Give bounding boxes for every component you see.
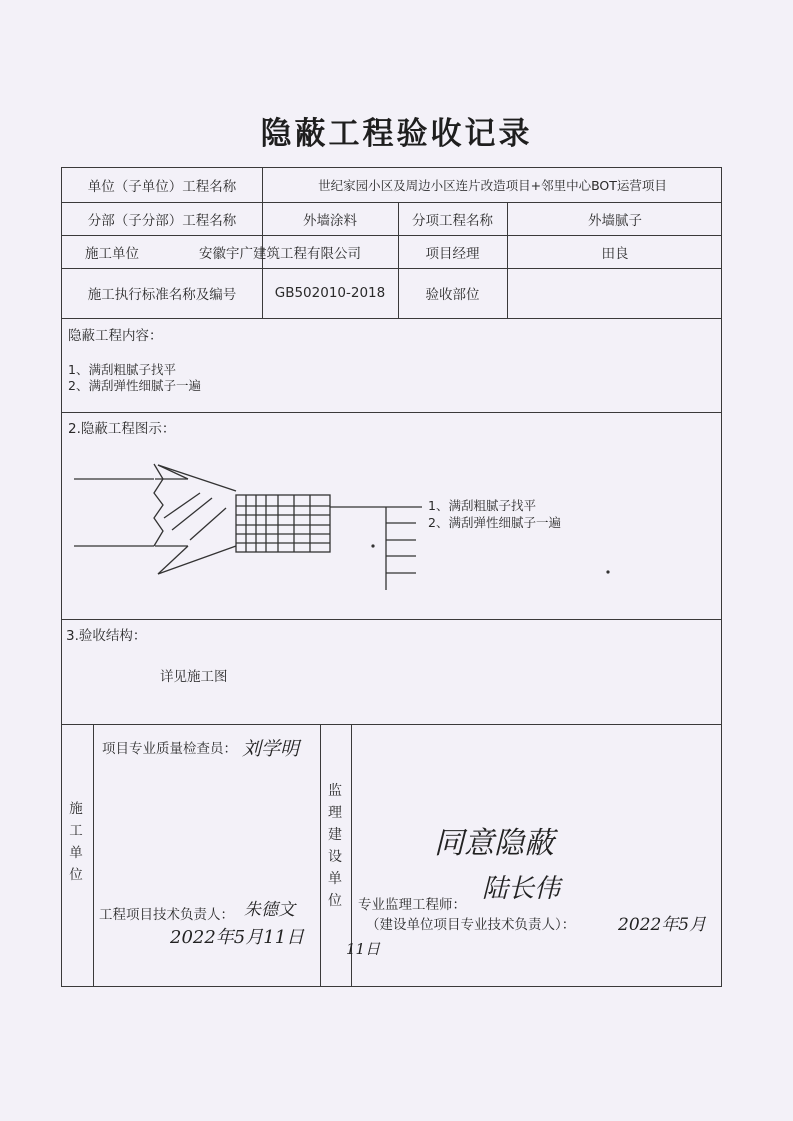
division-value: 外墙涂料 <box>303 212 357 229</box>
location-label: 验收部位 <box>425 287 480 303</box>
division-label: 分部（子分部）工程名称 <box>87 212 237 229</box>
standard-label: 施工执行标准名称及编号 <box>87 287 237 303</box>
result-heading: 3.验收结构： <box>66 628 147 644</box>
manager-value: 田良 <box>601 245 629 262</box>
page-title: 隐蔽工程验收记录 <box>260 116 533 152</box>
owner-sign-date: 2022年5月 <box>618 915 707 935</box>
inspection-form <box>61 167 722 987</box>
diagram-heading: 2.隐蔽工程图示： <box>68 421 176 437</box>
contractor-value: 安徽宇广建筑工程有限公司 <box>199 245 361 262</box>
result-text: 详见施工图 <box>160 669 228 685</box>
wall-section-diagram <box>62 168 723 988</box>
diagram-note: 1、满刮粗腻子找平 <box>428 498 536 513</box>
qc-inspector-label: 项目专业质量检查员： <box>102 741 237 757</box>
owner-tech-lead-label: （建设单位项目专业技术负责人）： <box>366 917 576 933</box>
contractor-sign-date: 2022年5月11日 <box>170 927 305 948</box>
contractor-signoff-label: 施工单位 <box>69 801 83 883</box>
content-item: 1、满刮粗腻子找平 <box>68 362 176 377</box>
supervising-engineer-label: 专业监理工程师： <box>358 897 466 913</box>
manager-label: 项目经理 <box>425 245 480 262</box>
standard-value: GB502010-2018 <box>274 285 386 301</box>
content-heading: 隐蔽工程内容： <box>68 328 163 344</box>
owner-sign-day: 11日 <box>346 940 381 958</box>
subitem-value: 外墙腻子 <box>588 212 642 229</box>
tech-lead-label: 工程项目技术负责人： <box>99 907 234 923</box>
diagram-note: 2、满刮弹性细腻子一遍 <box>428 515 561 530</box>
supervisor-signoff-label: 监理建设单位 <box>328 783 342 909</box>
qc-signature: 刘学明 <box>242 738 300 760</box>
subitem-label: 分项工程名称 <box>412 212 493 229</box>
engineer-signature: 陆长伟 <box>482 874 561 904</box>
content-item: 2、满刮弹性细腻子一遍 <box>68 378 201 393</box>
project-name-label: 单位（子单位）工程名称 <box>87 179 237 195</box>
project-name-value: 世纪家园小区及周边小区连片改造项目+邻里中心BOT运营项目 <box>318 178 667 193</box>
contractor-label: 施工单位 <box>85 245 139 262</box>
tech-signature: 朱德文 <box>244 900 295 920</box>
supervisor-approval-signature: 同意隐蔽 <box>434 826 554 861</box>
